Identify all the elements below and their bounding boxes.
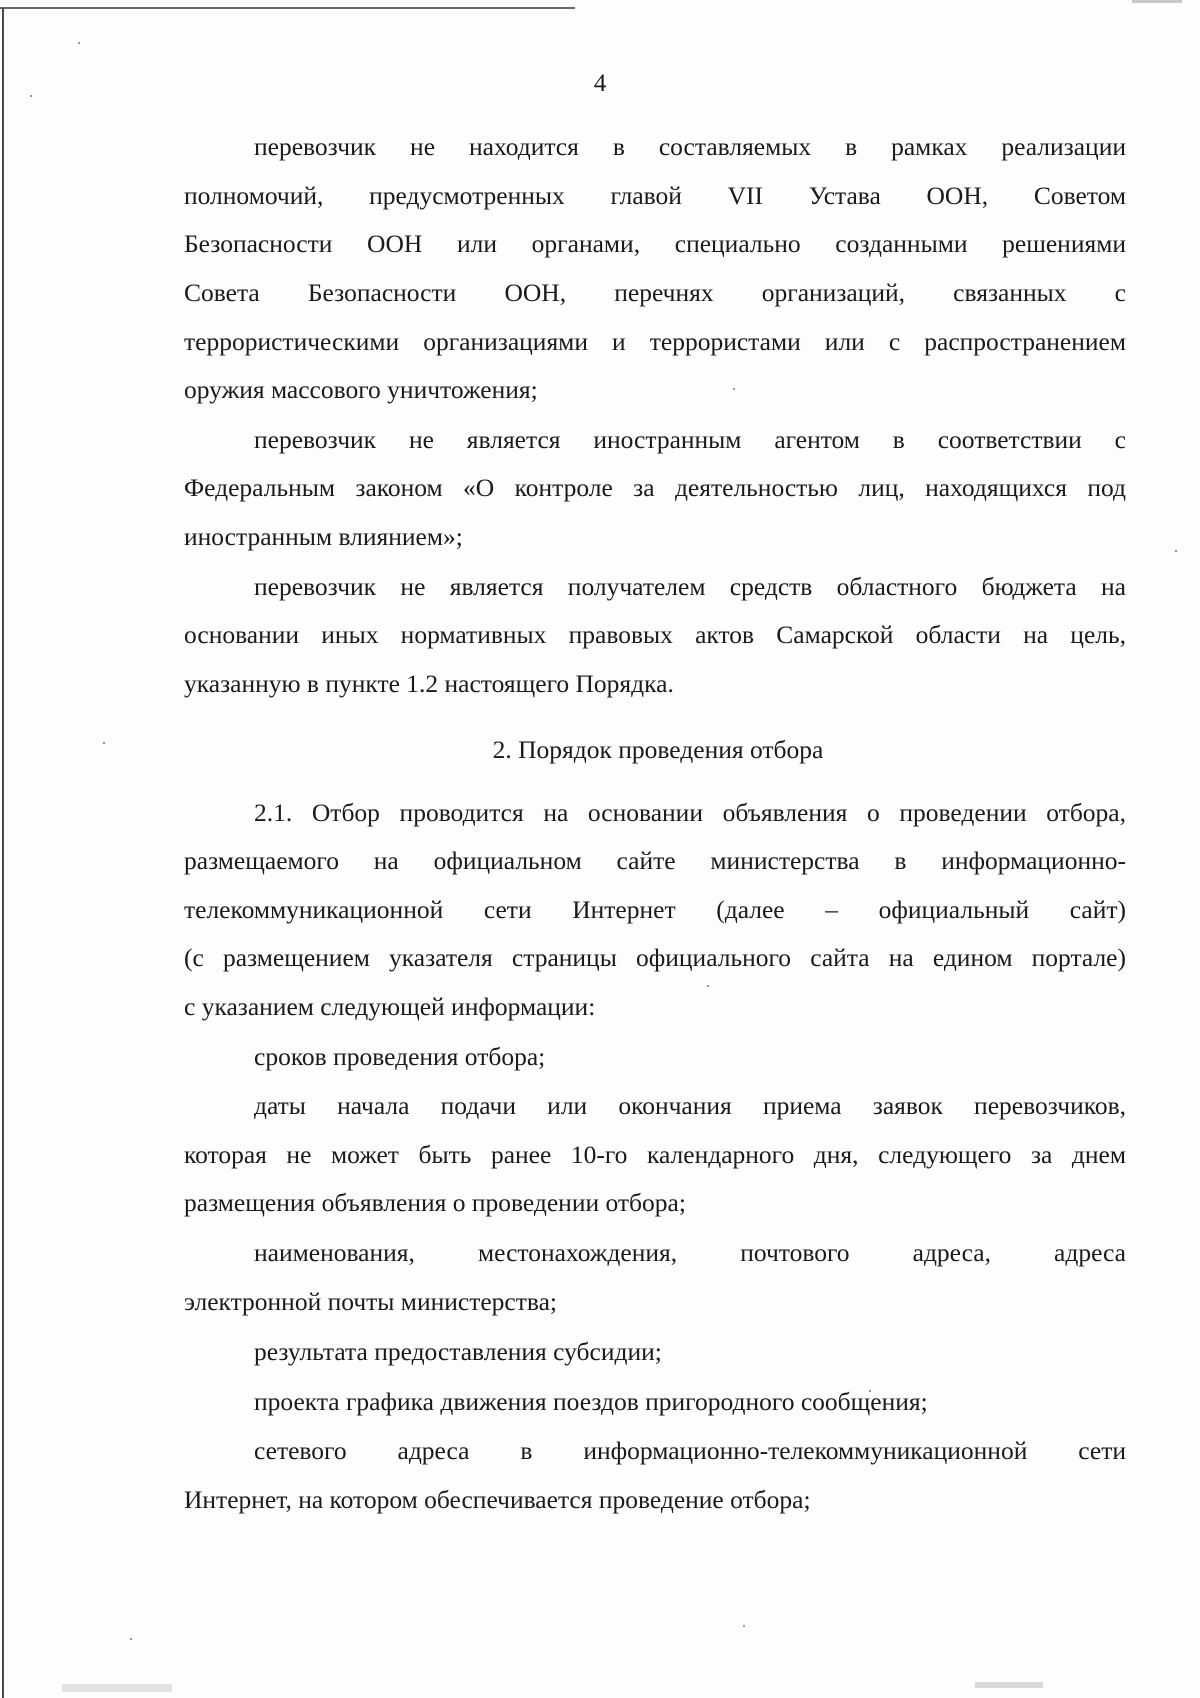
text-line: размещения объявления о проведении отбора; [184, 1188, 686, 1217]
text-line: результата предоставления субсидии; [254, 1337, 662, 1366]
text-line: основании иных нормативных правовых актов Самарской области на цель, [184, 620, 1126, 649]
scan-speck [130, 1638, 132, 1640]
scan-speck [707, 985, 709, 987]
text-line: проекта графика движения поездов пригородного сообщения; [254, 1387, 928, 1416]
text-line: перевозчик не является иностранным агентом в соответствии с [254, 425, 1126, 454]
page-number: 4 [593, 70, 607, 97]
text-line: сетевого адреса в информационно-телекоммуникационной сети [254, 1436, 1126, 1465]
text-line: Федеральным законом «О контроле за деятельностью лиц, находящихся под [184, 473, 1126, 502]
text-line: сроков проведения отбора; [254, 1042, 546, 1071]
scan-left-edge [2, 8, 4, 1698]
scan-smudge [975, 1682, 1043, 1688]
text-line: Интернет, на котором обеспечивается проведение отбора; [184, 1485, 811, 1514]
scan-smudge [62, 1684, 172, 1692]
scan-speck [1175, 550, 1177, 552]
text-line: 2.1. Отбор проводится на основании объявления о проведении отбора, [254, 798, 1126, 827]
text-line: оружия массового уничтожения; [184, 375, 538, 404]
text-line: телекоммуникационной сети Интернет (далее – официальный сайт) [184, 895, 1126, 924]
text-line: Совета Безопасности ООН, перечнях организаций, связанных с [184, 278, 1126, 307]
text-line: террористическими организациями и террористами или с распространением [184, 327, 1126, 356]
text-line: перевозчик не находится в составляемых в рамках реализации [254, 132, 1126, 161]
scan-speck [743, 1625, 745, 1627]
scan-corner-mark [1132, 0, 1182, 3]
text-line: полномочий, предусмотренных главой VII Устава ООН, Советом [184, 181, 1126, 210]
section-heading: 2. Порядок проведения отбора [492, 735, 824, 764]
text-line: перевозчик не является получателем средств областного бюджета на [254, 572, 1126, 601]
scan-top-line [0, 7, 575, 9]
text-line: даты начала подачи или окончания приема заявок перевозчиков, [254, 1091, 1126, 1120]
text-line: наименования, местонахождения, почтового адреса, адреса [254, 1238, 1126, 1267]
text-line: электронной почты министерства; [184, 1287, 557, 1316]
scan-speck [78, 42, 80, 44]
text-line: указанную в пункте 1.2 настоящего Порядка. [184, 669, 674, 698]
text-line: которая не может быть ранее 10-го календарного дня, следующего за днем [184, 1140, 1126, 1169]
text-line: с указанием следующей информации: [184, 992, 596, 1021]
text-line: (с размещением указателя страницы официального сайта на едином портале) [184, 943, 1126, 972]
text-line: Безопасности ООН или органами, специально созданными решениями [184, 229, 1126, 258]
text-line: размещаемого на официальном сайте министерства в информационно- [184, 846, 1126, 875]
text-line: иностранным влиянием»; [184, 522, 463, 551]
